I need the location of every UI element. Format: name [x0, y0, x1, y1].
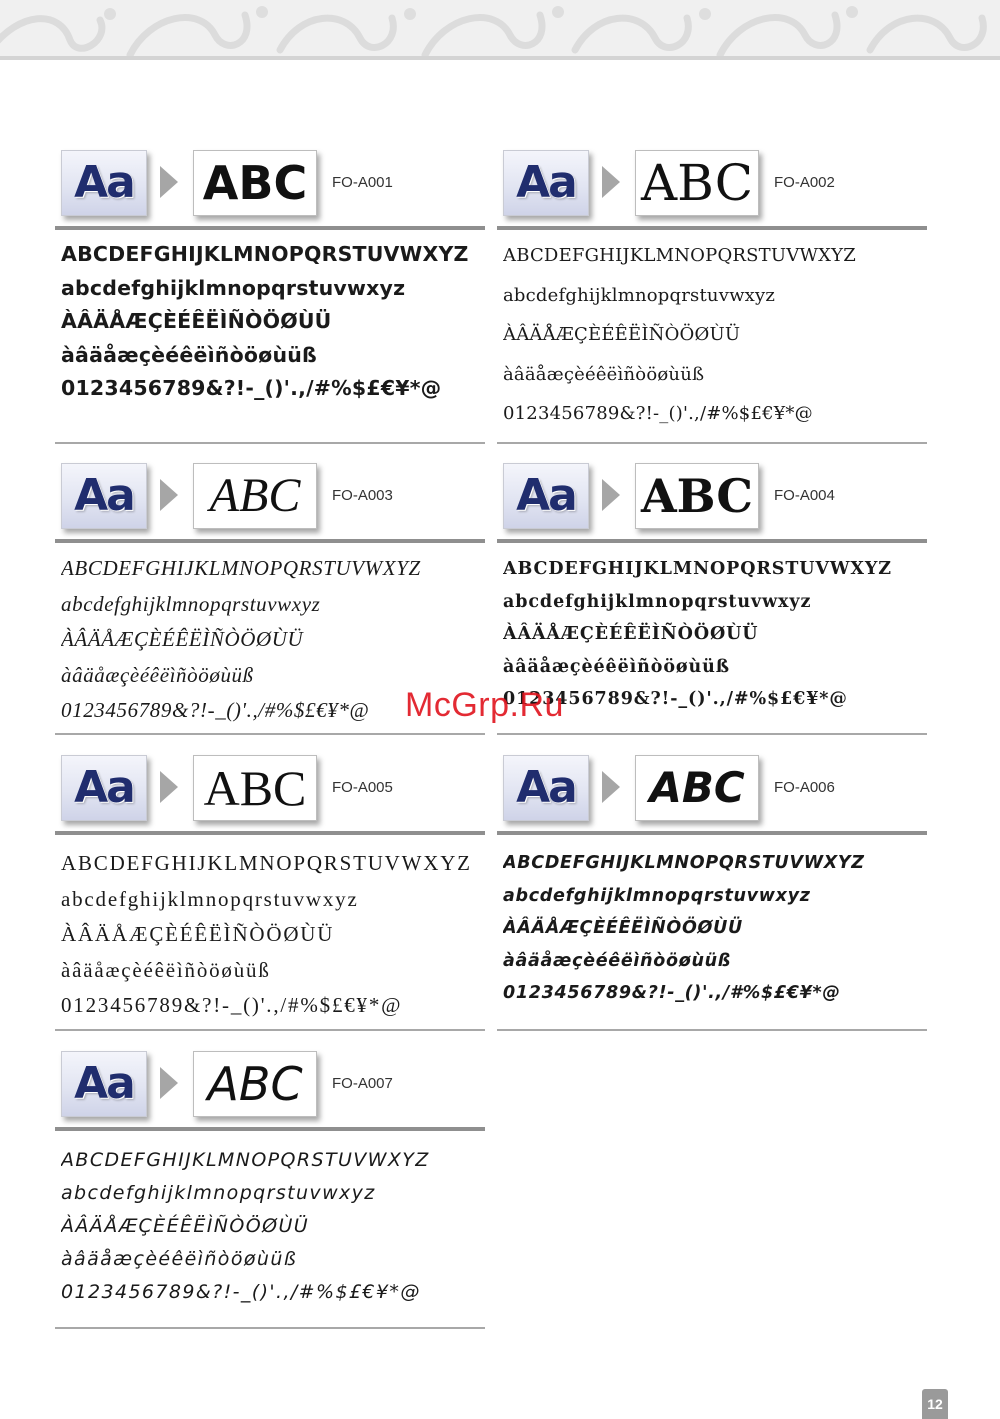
uppercase-line: ABCDEFGHIJKLMNOPQRSTUVWXYZ: [61, 1149, 430, 1171]
header-divider: [0, 56, 1000, 60]
block-bottom-rule: [55, 733, 485, 735]
digits-symbols-line: 0123456789&?!-_()'.,/#%$£€¥*@: [503, 403, 813, 424]
accented-uppercase-line: ÀÂÄÅÆÇÈÉÊËÌÑÒÖØÙÜ: [503, 624, 759, 644]
font-preview-row: [55, 463, 485, 535]
font-code: FO-A002: [774, 174, 835, 191]
section-divider: [55, 831, 485, 835]
digits-symbols-line: 0123456789&?!-_()'.,/#%$£€¥*@: [61, 376, 442, 400]
accented-lowercase-line: àâäåæçèéêëìñòöøùüß: [503, 363, 705, 385]
arrow-right-icon: [602, 771, 620, 803]
font-code: FO-A001: [332, 174, 393, 191]
abc-preview: ABC: [193, 150, 317, 216]
lowercase-line: abcdefghijklmnopqrstuvwxyz: [61, 591, 321, 616]
accented-uppercase-line: ÀÂÄÅÆÇÈÉÊËÌÑÒÖØÙÜ: [503, 918, 743, 938]
accented-lowercase-line: àâäåæçèéêëìñòöøùüß: [61, 342, 317, 367]
accented-lowercase-line: àâäåæçèéêëìñòöøùüß: [61, 662, 254, 687]
font-preview-row: [497, 150, 927, 222]
accented-uppercase-line: ÀÂÄÅÆÇÈÉÊËÌÑÒÖØÙÜ: [61, 309, 332, 333]
accented-uppercase-line: ÀÂÄÅÆÇÈÉÊËÌÑÒÖØÙÜ: [61, 1215, 310, 1237]
font-sample-block: [497, 150, 927, 446]
accented-uppercase-line: ÀÂÄÅÆÇÈÉÊËÌÑÒÖØÙÜ: [503, 324, 741, 345]
font-preview-row: [497, 755, 927, 827]
aa-icon: Aa: [61, 150, 147, 216]
abc-preview: ABC: [193, 1051, 317, 1117]
uppercase-line: ABCDEFGHIJKLMNOPQRSTUVWXYZ: [503, 853, 865, 873]
accented-lowercase-line: àâäåæçèéêëìñòöøùüß: [61, 1248, 298, 1270]
font-code: FO-A006: [774, 779, 835, 796]
watermark: McGrp.Ru: [405, 686, 564, 724]
character-set-sample: [503, 553, 927, 716]
arrow-right-icon: [602, 479, 620, 511]
aa-icon: Aa: [503, 755, 589, 821]
font-sample-block: [55, 755, 485, 1033]
digits-symbols-line: 0123456789&?!-_()'.,/#%$£€¥*@: [61, 1281, 421, 1303]
aa-icon: Aa: [503, 463, 589, 529]
character-set-sample: [503, 847, 927, 1010]
lowercase-line: abcdefghijklmnopqrstuvwxyz: [61, 1182, 376, 1204]
lowercase-line: abcdefghijklmnopqrstuvwxyz: [503, 591, 812, 612]
font-preview-row: [55, 755, 485, 827]
abc-preview: ABC: [635, 150, 759, 216]
block-bottom-rule: [55, 1029, 485, 1031]
page-number: 12: [922, 1389, 948, 1419]
lowercase-line: abcdefghijklmnopqrstuvwxyz: [503, 885, 811, 906]
abc-preview: ABC: [635, 755, 759, 821]
section-divider: [497, 226, 927, 230]
aa-icon: Aa: [61, 1051, 147, 1117]
font-code: FO-A003: [332, 487, 393, 504]
lowercase-line: abcdefghijklmnopqrstuvwxyz: [61, 886, 359, 911]
section-divider: [55, 539, 485, 543]
digits-symbols-line: 0123456789&?!-_()'.,/#%$£€¥*@: [503, 983, 841, 1003]
font-code: FO-A004: [774, 487, 835, 504]
arrow-right-icon: [160, 771, 178, 803]
uppercase-line: ABCDEFGHIJKLMNOPQRSTUVWXYZ: [61, 556, 421, 580]
arrow-right-icon: [160, 1067, 178, 1099]
block-bottom-rule: [55, 442, 485, 444]
digits-symbols-line: 0123456789&?!-_()'.,/#%$£€¥*@: [503, 689, 848, 709]
digits-symbols-line: 0123456789&?!-_()'.,/#%$£€¥*@: [61, 698, 370, 722]
character-set-sample: [61, 238, 485, 406]
section-divider: [497, 539, 927, 543]
font-preview-row: [497, 463, 927, 535]
character-set-sample: [61, 1144, 485, 1309]
block-bottom-rule: [497, 733, 927, 735]
section-divider: [55, 226, 485, 230]
font-sample-block: [55, 150, 485, 446]
character-set-sample: [61, 846, 485, 1024]
abc-preview: ABC: [193, 755, 317, 821]
abc-preview: ABC: [635, 463, 759, 529]
accented-lowercase-line: àâäåæçèéêëìñòöøùüß: [61, 957, 271, 982]
font-preview-row: [55, 150, 485, 222]
font-code: FO-A005: [332, 779, 393, 796]
section-divider: [497, 831, 927, 835]
accented-uppercase-line: ÀÂÄÅÆÇÈÉÊËÌÑÒÖØÙÜ: [61, 627, 304, 651]
font-sample-block: [55, 1051, 485, 1331]
lowercase-line: abcdefghijklmnopqrstuvwxyz: [61, 275, 406, 300]
block-bottom-rule: [497, 1029, 927, 1031]
accented-uppercase-line: ÀÂÄÅÆÇÈÉÊËÌÑÒÖØÙÜ: [61, 922, 335, 946]
accented-lowercase-line: àâäåæçèéêëìñòöøùüß: [503, 656, 730, 677]
uppercase-line: ABCDEFGHIJKLMNOPQRSTUVWXYZ: [61, 242, 469, 266]
font-sample-block: [497, 755, 927, 1033]
font-preview-row: [55, 1051, 485, 1123]
uppercase-line: ABCDEFGHIJKLMNOPQRSTUVWXYZ: [61, 851, 472, 875]
abc-preview: ABC: [193, 463, 317, 529]
accented-lowercase-line: àâäåæçèéêëìñòöøùüß: [503, 950, 732, 971]
arrow-right-icon: [160, 166, 178, 198]
block-bottom-rule: [55, 1327, 485, 1329]
ornament-pattern-icon: [0, 0, 1000, 58]
aa-icon: Aa: [61, 755, 147, 821]
uppercase-line: ABCDEFGHIJKLMNOPQRSTUVWXYZ: [503, 245, 856, 266]
arrow-right-icon: [602, 166, 620, 198]
font-code: FO-A007: [332, 1075, 393, 1092]
uppercase-line: ABCDEFGHIJKLMNOPQRSTUVWXYZ: [503, 559, 892, 579]
aa-icon: Aa: [61, 463, 147, 529]
lowercase-line: abcdefghijklmnopqrstuvwxyz: [503, 284, 776, 306]
digits-symbols-line: 0123456789&?!-_()'.,/#%$£€¥*@: [61, 993, 403, 1017]
decorative-header-band: [0, 0, 1000, 58]
aa-icon: Aa: [503, 150, 589, 216]
arrow-right-icon: [160, 479, 178, 511]
section-divider: [55, 1127, 485, 1131]
character-set-sample: [503, 236, 927, 434]
block-bottom-rule: [497, 442, 927, 444]
